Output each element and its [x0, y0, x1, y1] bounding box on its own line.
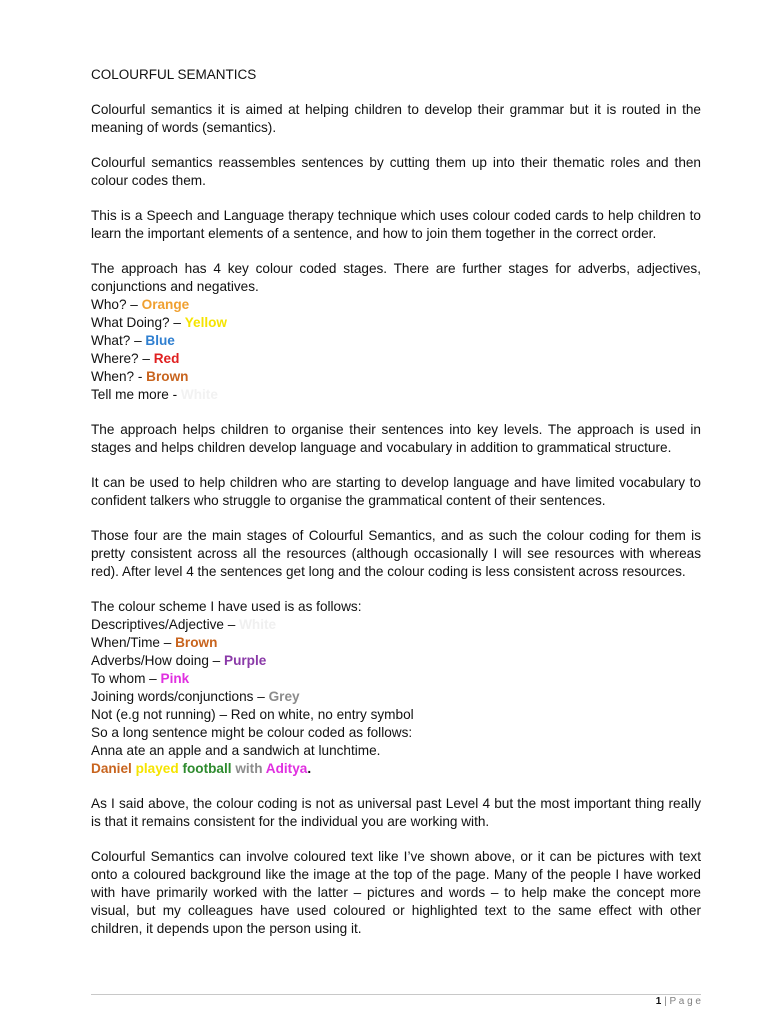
stage-colour: Red	[153, 351, 180, 366]
scheme-item-line	[91, 670, 701, 688]
paragraph-technique: This is a Speech and Language therapy technique which uses colour coded cards to help children to learn the important elements of a sentence, and how to join them together in the correct order.	[91, 208, 701, 241]
scheme-item-colour: White	[239, 617, 277, 632]
scheme-item-line	[91, 688, 701, 706]
stage-line	[91, 350, 701, 368]
stage-label: Where? –	[91, 351, 154, 366]
stage-label: Tell me more -	[91, 387, 181, 402]
page-number: 1	[655, 996, 662, 1007]
paragraph-consistency: Those four are the main stages of Colourful Semantics, and as such the colour coding for them is pretty consistent across all the resources (although occasionally I will see resources with whereas red). After level 4 the sentences get long and the colour coding is less consistent across resources.	[91, 528, 701, 579]
paragraph-reassembles: Colourful semantics reassembles sentences by cutting them up into their thematic roles and then colour codes them.	[91, 155, 701, 188]
paragraph-universal: As I said above, the colour coding is not as universal past Level 4 but the most important thing really is that it remains consistent for the individual you are working with.	[91, 796, 701, 829]
coded-word: Daniel	[91, 761, 132, 776]
stage-line	[91, 332, 701, 350]
stage-line	[91, 296, 701, 314]
stage-colour: Blue	[145, 333, 175, 348]
stages-block	[91, 260, 701, 404]
scheme-item-colour: Pink	[160, 671, 190, 686]
stage-label: Who? –	[91, 297, 142, 312]
example-coded	[91, 760, 701, 778]
scheme-item-line	[91, 652, 701, 670]
coded-word: Aditya	[265, 761, 308, 776]
stage-colour: White	[180, 387, 218, 402]
paragraph-pictures: Colourful Semantics can involve coloured text like I’ve shown above, or it can be pictures with text onto a coloured background like the image at the top of the page. Many of the people I have worked with have primarily worked with the latter – pictures and words – to help make the concept more visual, but my colleagues have used coloured or highlighted text to the same effect with other children, it depends upon the person using it.	[91, 849, 701, 936]
scheme-item-label: Descriptives/Adjective –	[91, 617, 240, 632]
scheme-item-colour: Purple	[224, 653, 267, 668]
scheme-item-label: Adverbs/How doing –	[91, 653, 224, 668]
stage-label: When? -	[91, 369, 147, 384]
scheme-item-label: Joining words/conjunctions –	[91, 689, 269, 704]
scheme-item-colour: Grey	[268, 689, 300, 704]
footer-divider	[91, 994, 701, 995]
coded-word: .	[307, 761, 312, 776]
page-footer	[91, 996, 701, 1007]
paragraph-levels: The approach helps children to organise their sentences into key levels. The approach is used in stages and helps children develop language and vocabulary in addition to grammatical structure.	[91, 422, 701, 455]
scheme-item-line	[91, 616, 701, 634]
stage-line	[91, 368, 701, 386]
scheme-item-label: When/Time –	[91, 635, 176, 650]
paragraph-approach: The approach has 4 key colour coded stages. There are further stages for adverbs, adjectives, conjunctions and negatives.	[91, 261, 701, 294]
coded-word: with	[235, 761, 263, 776]
scheme-block	[91, 598, 701, 778]
stage-label: What Doing? –	[91, 315, 185, 330]
example-plain: Anna ate an apple and a sandwich at lunchtime.	[91, 743, 381, 758]
stage-colour: Yellow	[184, 315, 228, 330]
paragraph-intro: Colourful semantics it is aimed at helping children to develop their grammar but it is routed in the meaning of words (semantics).	[91, 102, 701, 135]
not-line: Not (e.g not running) – Red on white, no entry symbol	[91, 707, 414, 722]
long-sentence-line: So a long sentence might be colour coded as follows:	[91, 725, 413, 740]
stage-colour: Brown	[146, 369, 189, 384]
scheme-item-label: To whom –	[91, 671, 161, 686]
stage-colour: Orange	[141, 297, 190, 312]
paragraph-vocabulary: It can be used to help children who are starting to develop language and have limited vocabulary to confident talkers who struggle to organise the grammatical content of their sentences.	[91, 475, 701, 508]
stage-line	[91, 314, 701, 332]
document-title: COLOURFUL SEMANTICS	[91, 67, 257, 82]
stage-list	[91, 296, 701, 404]
scheme-item-line	[91, 634, 701, 652]
scheme-list	[91, 616, 701, 706]
page-label: P a g e	[669, 996, 701, 1007]
page-separator: |	[661, 996, 670, 1007]
stage-label: What? –	[91, 333, 146, 348]
coded-word: played	[135, 761, 179, 776]
scheme-item-colour: Brown	[175, 635, 218, 650]
document-page	[91, 66, 701, 955]
stage-line	[91, 386, 701, 404]
scheme-intro: The colour scheme I have used is as follows:	[91, 599, 362, 614]
coded-word: football	[182, 761, 232, 776]
